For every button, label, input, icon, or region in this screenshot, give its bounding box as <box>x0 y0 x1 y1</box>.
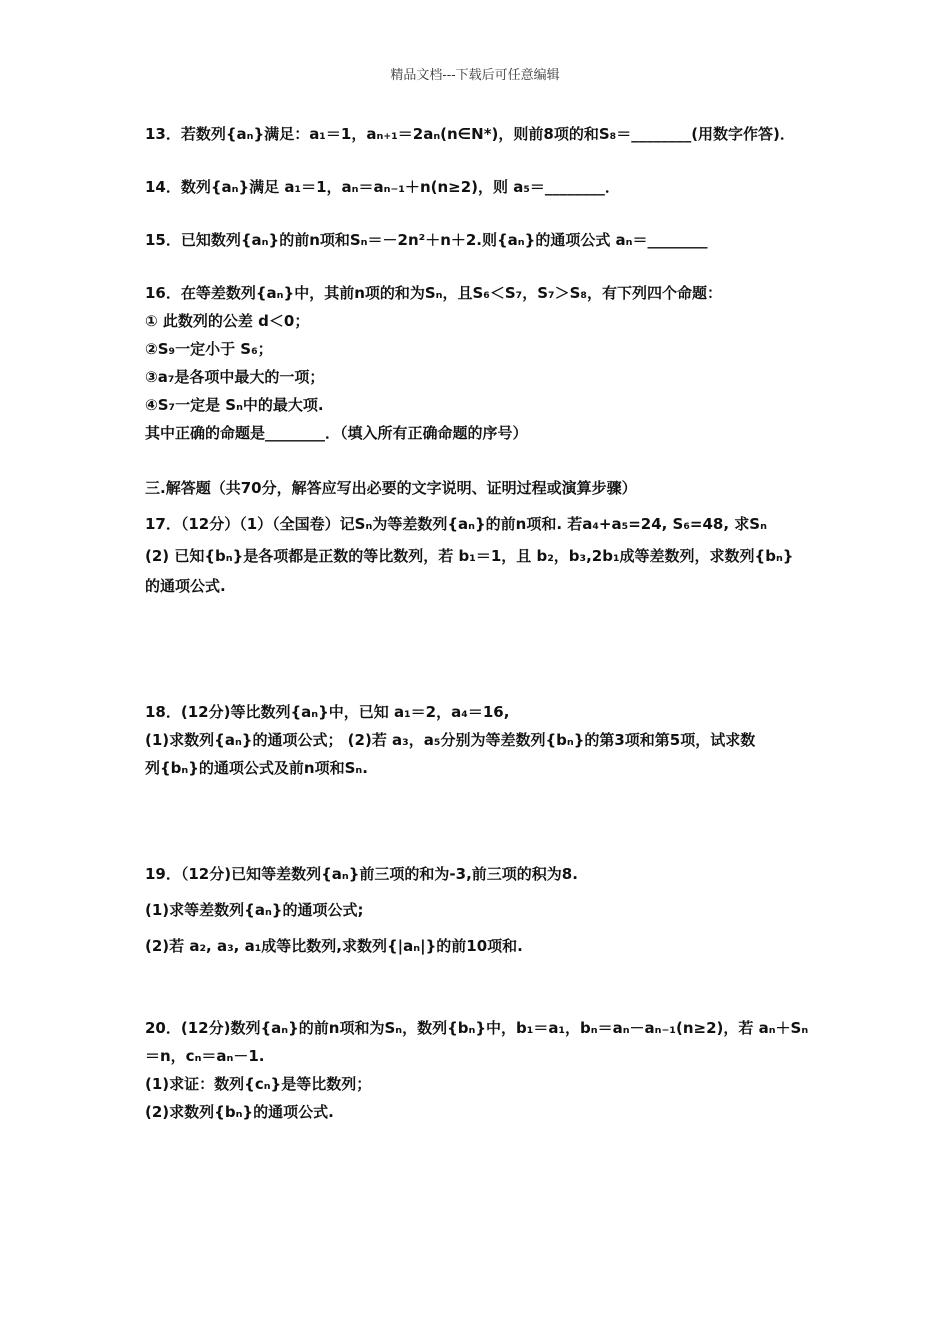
problem-16-option-4: ④S₇一定是 Sₙ中的最大项. <box>145 396 324 414</box>
problem-16: 16．在等差数列{aₙ}中，其前n项的和为Sₙ，且S₆＜S₇，S₇＞S₈，有下列四个命题： <box>145 284 722 302</box>
problem-18: 18．(12分)等比数列{aₙ}中，已知 a₁＝2，a₄＝16, <box>145 703 510 721</box>
problem-14: 14．数列{aₙ}满足 a₁＝1，aₙ＝aₙ₋₁＋n(n≥2)，则 a₅＝________． <box>145 178 620 196</box>
problem-20-part-1: (1)求证：数列{cₙ}是等比数列； <box>145 1075 372 1093</box>
problem-18-parts: (1)求数列{aₙ}的通项公式； (2)若 a₃，a₅分别为等差数列{bₙ}的第3项和第5项，试求数 <box>145 731 756 749</box>
problem-20-part-2: (2)求数列{bₙ}的通项公式. <box>145 1103 334 1121</box>
problem-18-parts-cont: 列{bₙ}的通项公式及前n项和Sₙ. <box>145 759 368 777</box>
problem-16-option-2: ②S₉一定小于 S₆； <box>145 340 273 358</box>
problem-17-part-2-cont: 的通项公式. <box>145 577 226 595</box>
problem-17-part-1: 17．（12分）（1）（全国卷）记Sₙ为等差数列{aₙ}的前n项和. 若a₄+a₅=24, S₆=48, 求Sₙ <box>145 515 767 533</box>
problem-16-answer-prompt: 其中正确的命题是________．（填入所有正确命题的序号） <box>145 424 528 442</box>
problem-20-cont: ＝n，cₙ＝aₙ－1. <box>145 1047 265 1065</box>
problem-17-part-2: (2) 已知{bₙ}是各项都是正数的等比数列，若 b₁＝1，且 b₂，b₃,2b₁成等差数列，求数列{bₙ} <box>145 547 794 565</box>
problem-16-option-3: ③a₇是各项中最大的一项； <box>145 368 325 386</box>
section-heading: 三.解答题（共70分，解答应写出必要的文字说明、证明过程或演算步骤） <box>145 479 637 497</box>
problem-19: 19．（12分)已知等差数列{aₙ}前三项的和为-3,前三项的积为8. <box>145 865 578 883</box>
problem-19-part-2: (2)若 a₂, a₃, a₁成等比数列,求数列{|aₙ|}的前10项和. <box>145 937 523 955</box>
problem-16-option-1: ① 此数列的公差 d＜0； <box>145 312 310 330</box>
problem-19-part-1: (1)求等差数列{aₙ}的通项公式; <box>145 901 364 919</box>
page-header: 精品文档---下载后可任意编辑 <box>390 68 560 83</box>
problem-15: 15．已知数列{aₙ}的前n项和Sₙ＝－2n²＋n＋2.则{aₙ}的通项公式 aₙ＝________ <box>145 231 708 249</box>
problem-20: 20．(12分)数列{aₙ}的前n项和为Sₙ，数列{bₙ}中，b₁＝a₁，bₙ＝aₙ－aₙ₋₁(n≥2)，若 aₙ＋Sₙ <box>145 1019 809 1037</box>
problem-13: 13．若数列{aₙ}满足：a₁＝1，aₙ₊₁＝2aₙ(n∈N*)，则前8项的和S₈＝________(用数字作答)． <box>145 125 795 143</box>
